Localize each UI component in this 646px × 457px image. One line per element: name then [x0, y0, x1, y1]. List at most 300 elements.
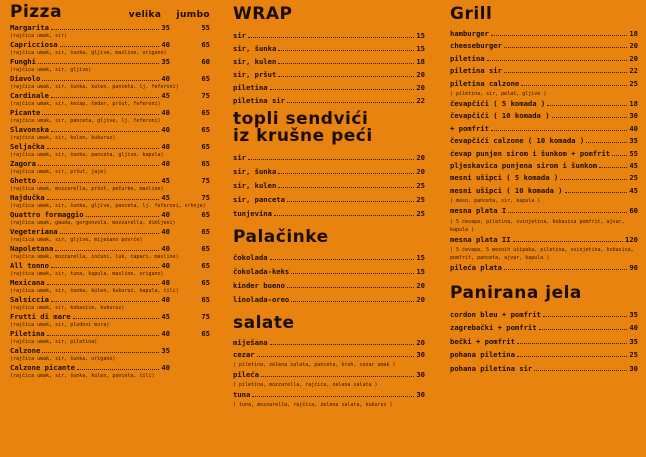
- item-name: tuna: [233, 390, 251, 399]
- item-name: ćevap punjen sirom i šunkom + pomfrit: [450, 148, 611, 158]
- menu-item-row: [450, 234, 638, 246]
- menu-item-row: [10, 312, 210, 321]
- sendvici-title-line2: iz krušne peći: [233, 126, 373, 146]
- item-name: čevapčići ( 10 komada ): [450, 111, 550, 121]
- item-name: Cardinale: [10, 91, 49, 100]
- item-name: Frutti di mare: [10, 312, 71, 321]
- leader-dots: [543, 316, 627, 317]
- leader-dots: [504, 47, 627, 48]
- price-jumbo: 65: [201, 278, 210, 287]
- item-name: zagrebački + pomfrit: [450, 323, 537, 332]
- palacinke-title: Palačinke: [233, 227, 329, 247]
- item-price: 15: [416, 44, 425, 53]
- item-description: ( 5 ćevapa, piletina, svinjetina, kobasica pomfrit, ajvar, kapula ): [450, 218, 625, 233]
- price-velika: 40: [161, 40, 170, 49]
- menu-item-row: [450, 160, 638, 172]
- menu-item-row: [233, 151, 425, 165]
- menu-item-row: [450, 53, 638, 65]
- item-description: (rajčica umak, sir, gljive, miješano povrće): [10, 237, 143, 243]
- item-price: 45: [629, 185, 638, 195]
- item-name: Calzone: [10, 346, 41, 355]
- menu-item-row: [233, 29, 425, 42]
- item-price: 35: [629, 336, 638, 346]
- menu-item-row: [233, 55, 425, 68]
- menu-item-row: [10, 40, 210, 49]
- item-price: 20: [629, 41, 638, 51]
- item-price: 30: [416, 390, 425, 399]
- price-jumbo: 55: [201, 23, 210, 32]
- item-name: Margarita: [10, 23, 49, 32]
- item-name: pileća plata: [450, 263, 502, 273]
- item-price: 15: [416, 253, 425, 262]
- item-name: sir, šunka: [233, 167, 277, 176]
- price-jumbo: 65: [201, 244, 210, 253]
- menu-item-row: [450, 185, 638, 197]
- item-name: cezar: [233, 350, 255, 359]
- price-velika: 40: [161, 125, 170, 134]
- leader-dots: [487, 60, 628, 61]
- price-jumbo: 65: [201, 125, 210, 134]
- price-jumbo: 75: [201, 176, 210, 185]
- menu-item-row: [233, 389, 425, 401]
- price-jumbo: 65: [201, 40, 210, 49]
- pizza-header: [10, 4, 210, 21]
- menu-item-row: [10, 329, 210, 338]
- menu-item-row: [233, 42, 425, 55]
- price-velika: 45: [161, 91, 170, 100]
- price-jumbo: 65: [201, 261, 210, 270]
- leader-dots: [508, 212, 627, 213]
- size-velika-label: velika: [128, 10, 162, 20]
- palacinke-list: [233, 251, 425, 307]
- leader-dots: [270, 259, 415, 260]
- menu-item-row: [10, 227, 210, 236]
- leader-dots: [38, 165, 159, 166]
- item-price: 18: [629, 29, 638, 38]
- pizza-sizes: [129, 10, 210, 20]
- menu-item-row: [233, 337, 425, 349]
- menu-item-row: [450, 98, 638, 110]
- item-name: hamburger: [450, 29, 489, 38]
- panirana-list: [450, 308, 638, 376]
- item-price: 30: [416, 370, 425, 379]
- item-description: (rajčica umak, sir, tuna, kapula, masline, origano): [10, 271, 164, 277]
- item-price: 22: [416, 96, 425, 105]
- item-description: (rajčica umak, sir, pršut, jaje): [10, 169, 107, 175]
- item-name: sir, kulen: [233, 57, 277, 66]
- salate-title: salate: [233, 313, 295, 333]
- item-name: pileća: [233, 370, 259, 379]
- item-name: Slavonska: [10, 125, 49, 134]
- item-description: (rajčica umak, sir, panceta, gljive, lj. feferoni): [10, 118, 161, 124]
- leader-dots: [517, 343, 627, 344]
- leader-dots: [248, 37, 414, 38]
- item-name: Ghetto: [10, 176, 36, 185]
- leader-dots: [291, 273, 414, 274]
- item-description: (rajčica umak, sir, šunka, gljive, panceta, lj. feferoni, vrhnje): [10, 203, 206, 209]
- item-price: 20: [416, 83, 425, 92]
- item-price: 35: [629, 136, 638, 146]
- wrap-title: WRAP: [233, 4, 293, 24]
- leader-dots: [38, 63, 159, 64]
- item-description: (rajčica umak, sir): [10, 33, 68, 39]
- item-price: 22: [629, 66, 638, 76]
- item-price: 35: [629, 309, 638, 319]
- item-description: ( tuna, mozzarella, rajčica, zelena salata, kukuruz ): [233, 402, 393, 408]
- leader-dots: [47, 148, 160, 149]
- menu-item-row: [10, 244, 210, 253]
- item-name: Calzone picante: [10, 363, 75, 372]
- item-description: (rajčica umak, sir, šunka, gljive, masline, origano): [10, 50, 167, 56]
- leader-dots: [55, 250, 159, 251]
- item-description: (rajčica umak, sir, kulen, kukuruz): [10, 135, 116, 141]
- item-name: čokolada-keks: [233, 267, 290, 276]
- leader-dots: [560, 179, 627, 180]
- leader-dots: [278, 76, 414, 77]
- pizza-column: [10, 0, 210, 380]
- leader-dots: [565, 192, 628, 193]
- item-name: čokolada: [233, 253, 268, 262]
- menu-item-row: [10, 23, 210, 32]
- item-name: tunjevina: [233, 209, 272, 218]
- menu-item-row: [450, 40, 638, 52]
- item-name: linolada-oreo: [233, 295, 290, 304]
- menu-item-row: [450, 335, 638, 349]
- item-description: (rajčica umak, sir, plodovi mora): [10, 322, 110, 328]
- menu-item-row: [10, 261, 210, 270]
- pizza-title: Pizza: [10, 2, 63, 22]
- item-description: (rajčica umak, sir, šunka, kulen, panceta, lj. feferoni): [10, 84, 179, 90]
- item-name: Capricciosa: [10, 40, 58, 49]
- price-velika: 40: [161, 74, 170, 83]
- leader-dots: [270, 344, 415, 345]
- leader-dots: [278, 187, 414, 188]
- item-name: piletina calzone: [450, 78, 520, 88]
- right-column: [450, 0, 638, 375]
- item-name: sir: [233, 31, 246, 40]
- item-price: 40: [629, 123, 638, 133]
- item-description: ( 5 ćevapa, 5 mesnih ušipaka, piletina, svinjetina, kobasica, pomfrit, panceta, ajvar, kapula ): [450, 247, 634, 262]
- menu-item-row: [233, 293, 425, 307]
- item-price: 30: [416, 350, 425, 359]
- item-description: (rajčica umak, gauda, gorgonzola, mozzarella, dimljeni): [10, 220, 176, 226]
- price-jumbo: 65: [201, 142, 210, 151]
- price-velika: 40: [161, 142, 170, 151]
- leader-dots: [248, 159, 414, 160]
- item-price: 25: [416, 181, 425, 190]
- item-name: pohana piletina: [450, 350, 515, 359]
- item-name: kinder bueno: [233, 281, 285, 290]
- leader-dots: [86, 216, 160, 217]
- leader-dots: [517, 356, 627, 357]
- item-price: 25: [629, 173, 638, 183]
- price-velika: 40: [161, 278, 170, 287]
- leader-dots: [491, 35, 627, 36]
- price-velika: 40: [161, 295, 170, 304]
- menu-item-row: [233, 265, 425, 279]
- item-name: Seljačka: [10, 142, 45, 151]
- leader-dots: [278, 63, 414, 64]
- menu-item-row: [450, 308, 638, 322]
- item-description: (rajčica umak, sir, šunka, origano): [10, 356, 116, 362]
- item-price: 15: [416, 267, 425, 276]
- menu-item-row: [10, 193, 210, 202]
- price-jumbo: 60: [201, 57, 210, 66]
- price-jumbo: 65: [201, 210, 210, 219]
- item-name: čevapčići calzone ( 10 komada ): [450, 136, 585, 146]
- price-jumbo: 75: [201, 193, 210, 202]
- leader-dots: [73, 318, 160, 319]
- item-name: piletina: [233, 83, 268, 92]
- price-velika: 45: [161, 193, 170, 202]
- item-name: Zagora: [10, 159, 36, 168]
- menu-item-row: [450, 28, 638, 40]
- price-jumbo: 65: [201, 295, 210, 304]
- leader-dots: [47, 199, 160, 200]
- menu-item-row: [233, 251, 425, 265]
- menu-item-row: [233, 349, 425, 361]
- leader-dots: [51, 301, 159, 302]
- leader-dots: [60, 233, 160, 234]
- item-name: cordon bleu + pomfrit: [450, 309, 541, 319]
- item-name: + pomfrit: [450, 123, 489, 133]
- menu-item-row: [10, 142, 210, 151]
- price-jumbo: 65: [201, 329, 210, 338]
- middle-column: [233, 0, 425, 409]
- menu-item-row: [233, 179, 425, 193]
- item-price: 90: [629, 263, 638, 273]
- item-price: 55: [629, 148, 638, 158]
- item-name: Salsiccia: [10, 295, 49, 304]
- item-name: pohana piletina sir: [450, 363, 533, 373]
- item-price: 25: [416, 209, 425, 218]
- pizza-list: [10, 23, 210, 380]
- price-velika: 35: [161, 23, 170, 32]
- menu-item-row: [450, 123, 638, 135]
- item-name: Hajdučka: [10, 193, 45, 202]
- item-name: bečki + pomfrit: [450, 336, 515, 346]
- price-velika: 40: [161, 363, 170, 372]
- item-name: pljeskavica punjena sirom i šunkom: [450, 161, 598, 171]
- leader-dots: [252, 396, 414, 397]
- item-name: Quattro formaggio: [10, 210, 84, 219]
- menu-item-row: [10, 176, 210, 185]
- menu-item-row: [233, 68, 425, 81]
- leader-dots: [287, 102, 414, 103]
- leader-dots: [47, 284, 160, 285]
- menu-item-row: [233, 94, 425, 107]
- menu-item-row: [10, 57, 210, 66]
- item-price: 60: [629, 206, 638, 216]
- item-price: 120: [625, 234, 638, 244]
- price-velika: 40: [161, 159, 170, 168]
- menu-item-row: [450, 262, 638, 274]
- price-velika: 40: [161, 227, 170, 236]
- price-velika: 40: [161, 244, 170, 253]
- leader-dots: [42, 114, 159, 115]
- leader-dots: [539, 329, 628, 330]
- price-jumbo: 75: [201, 312, 210, 321]
- sendvici-title-line1: topli sendvići: [233, 109, 369, 129]
- leader-dots: [38, 182, 159, 183]
- price-velika: 45: [161, 176, 170, 185]
- leader-dots: [278, 173, 414, 174]
- menu-item-row: [450, 172, 638, 184]
- price-jumbo: 65: [201, 227, 210, 236]
- menu-item-row: [10, 125, 210, 134]
- leader-dots: [274, 215, 414, 216]
- item-name: piletina: [450, 53, 485, 63]
- item-description: (rajčica umak, sir, šunka, panceta, gljive, kapula): [10, 152, 164, 158]
- leader-dots: [552, 117, 628, 118]
- wrap-list: [233, 29, 425, 107]
- menu-item-row: [450, 205, 638, 217]
- leader-dots: [257, 356, 415, 357]
- item-description: ( piletina, mozzarella, rajčica, zelena salata ): [233, 382, 378, 388]
- item-name: piletina sir: [233, 96, 285, 105]
- leader-dots: [51, 29, 159, 30]
- leader-dots: [261, 376, 414, 377]
- sendvici-list: [233, 151, 425, 221]
- item-price: 20: [629, 53, 638, 63]
- leader-dots: [51, 131, 159, 132]
- item-price: 30: [629, 111, 638, 121]
- item-description: ( piletina, zelena salata, panceta, kruh, cezar umak ): [233, 362, 396, 368]
- item-price: 20: [416, 295, 425, 304]
- item-name: cheeseburger: [450, 41, 502, 51]
- leader-dots: [513, 241, 623, 242]
- leader-dots: [586, 142, 627, 143]
- item-description: ( meso, panceta, sir, kapula ): [450, 198, 541, 205]
- menu-item-row: [233, 207, 425, 221]
- leader-dots: [51, 97, 159, 98]
- price-velika: 35: [161, 57, 170, 66]
- item-description: (rajčica umak, sir, kobasice, kukuruz): [10, 305, 125, 311]
- menu-item-row: [10, 363, 210, 372]
- item-name: mesna plata II: [450, 234, 511, 244]
- item-name: All tonno: [10, 261, 49, 270]
- menu-item-row: [233, 369, 425, 381]
- leader-dots: [51, 267, 159, 268]
- item-price: 18: [629, 99, 638, 109]
- item-price: 25: [416, 195, 425, 204]
- price-velika: 35: [161, 346, 170, 355]
- item-name: Napoletana: [10, 244, 54, 253]
- leader-dots: [504, 269, 627, 270]
- item-price: 18: [416, 57, 425, 66]
- item-price: 25: [629, 350, 638, 359]
- item-description: (rajčica umak, sir, piletina): [10, 339, 98, 345]
- item-description: (rajčica umak, mozzarella, inćuni, luk, capari, masline): [10, 254, 179, 260]
- item-price: 45: [629, 161, 638, 171]
- leader-dots: [287, 201, 414, 202]
- leader-dots: [491, 130, 627, 131]
- item-name: mesni ušipci ( 5 komada ): [450, 173, 559, 183]
- item-name: sir: [233, 153, 246, 162]
- item-price: 40: [629, 323, 638, 332]
- item-price: 20: [416, 281, 425, 290]
- menu-item-row: [450, 148, 638, 160]
- item-name: Mexicana: [10, 278, 45, 287]
- item-name: piletina sir: [450, 66, 502, 76]
- menu-item-row: [233, 193, 425, 207]
- item-name: Picante: [10, 108, 41, 117]
- leader-dots: [42, 80, 159, 81]
- leader-dots: [42, 352, 159, 353]
- item-name: miješana: [233, 338, 268, 347]
- leader-dots: [287, 287, 414, 288]
- leader-dots: [278, 50, 414, 51]
- item-name: čevapčići ( 5 komada ): [450, 99, 546, 109]
- leader-dots: [291, 301, 414, 302]
- item-name: sir, pršut: [233, 70, 277, 79]
- leader-dots: [270, 89, 415, 90]
- item-name: Diavolo: [10, 74, 41, 83]
- price-jumbo: 75: [201, 91, 210, 100]
- price-jumbo: 65: [201, 159, 210, 168]
- item-description: (rajčica umak, sir, šunka, kulen, panceta, čili): [10, 373, 155, 379]
- menu-item-row: [233, 279, 425, 293]
- item-price: 20: [416, 167, 425, 176]
- grill-list: [450, 28, 638, 275]
- item-description: (rajčica umak, sir, gljive): [10, 67, 92, 73]
- menu-item-row: [450, 78, 638, 90]
- item-price: 25: [629, 78, 638, 88]
- menu-item-row: [10, 295, 210, 304]
- item-price: 20: [416, 70, 425, 79]
- menu-item-row: [450, 135, 638, 147]
- menu-item-row: [233, 81, 425, 94]
- menu-item-row: [450, 110, 638, 122]
- leader-dots: [47, 335, 160, 336]
- leader-dots: [612, 155, 627, 156]
- menu-item-row: [10, 91, 210, 100]
- size-jumbo-label: jumbo: [176, 10, 210, 20]
- menu-item-row: [10, 74, 210, 83]
- menu-item-row: [450, 65, 638, 77]
- item-name: Piletina: [10, 329, 45, 338]
- price-velika: 40: [161, 210, 170, 219]
- item-name: mesna plata I: [450, 206, 507, 216]
- item-description: (rajčica umak, mozzarella, pršut, pečurke, masline): [10, 186, 164, 192]
- leader-dots: [504, 72, 627, 73]
- menu-item-row: [10, 108, 210, 117]
- menu-item-row: [450, 348, 638, 362]
- leader-dots: [534, 370, 627, 371]
- item-name: sir, panceta: [233, 195, 285, 204]
- menu-item-row: [450, 362, 638, 376]
- item-description: ( piletina, sir, pelat, gljive ): [450, 91, 547, 98]
- menu-item-row: [10, 346, 210, 355]
- leader-dots: [521, 85, 627, 86]
- item-name: Vegeteriana: [10, 227, 58, 236]
- price-velika: 45: [161, 312, 170, 321]
- leader-dots: [77, 369, 159, 370]
- price-jumbo: 65: [201, 108, 210, 117]
- item-price: 20: [416, 153, 425, 162]
- leader-dots: [599, 167, 627, 168]
- menu-item-row: [450, 321, 638, 335]
- price-velika: 40: [161, 261, 170, 270]
- item-name: mesni ušipci ( 10 komada ): [450, 185, 563, 195]
- item-name: sir, kulen: [233, 181, 277, 190]
- menu-item-row: [10, 278, 210, 287]
- item-name: sir, šunka: [233, 44, 277, 53]
- item-price: 15: [416, 31, 425, 40]
- menu-item-row: [10, 159, 210, 168]
- menu-item-row: [233, 165, 425, 179]
- grill-title: Grill: [450, 4, 493, 24]
